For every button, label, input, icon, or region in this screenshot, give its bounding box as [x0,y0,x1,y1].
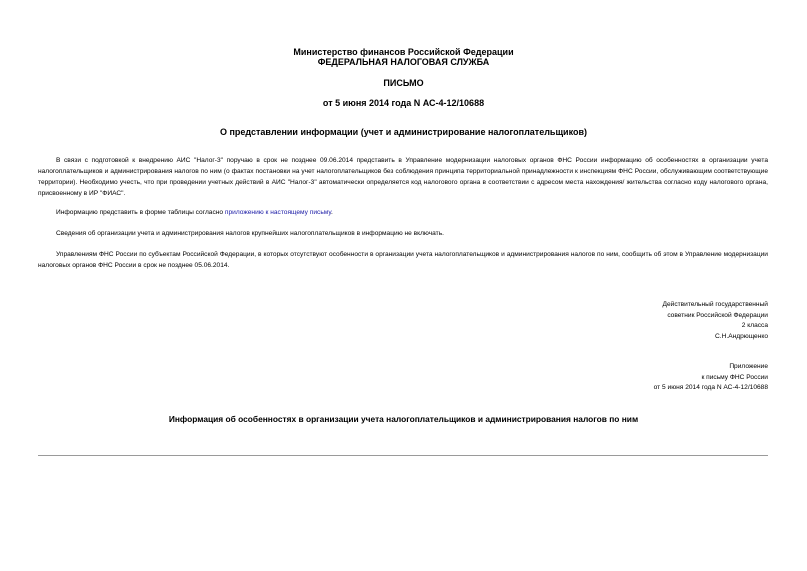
signature-block [663,300,769,342]
paragraph-2 [38,207,768,218]
paragraph-3: Сведения об организации учета и администрирования налогов крупнейших налогоплательщиков в информацию не включать. [56,230,444,237]
signature-line-1: Действительный государственный [662,301,768,308]
doc-date-title: от 5 июня 2014 года N АС-4-12/10688 [322,98,485,108]
subject-title: О представлении информации (учет и администрирование налогоплательщиков) [219,127,587,137]
appendix-title: Информация об особенностях в организации учета налогоплательщиков и администрирования налогов по ним [168,414,639,424]
paragraph-2-text: Информацию представить в форме таблицы согласно [56,209,225,216]
signature-name: С.Н.Андрющенко [715,332,768,340]
doc-type-title: ПИСЬМО [383,78,424,88]
paragraph-4: Управлениям ФНС России по субъектам Российской Федерации, в которых отсутствуют особенности в организации учета налогоплательщиков и администрирования налогов по ним, сообщить об этом в Управление модернизации налоговых органов ФНС России в срок не позднее 05.06.2014. [38,251,768,269]
appendix-block [654,362,768,394]
signature-line-2: советник Российской Федерации [667,311,768,319]
paragraph-2-end: . [331,209,333,216]
service-title: ФЕДЕРАЛЬНАЯ НАЛОГОВАЯ СЛУЖБА [317,57,490,67]
ministry-title: Министерство финансов Российской Федерации [293,47,514,57]
appendix-line-3: от 5 июня 2014 года N АС-4-12/10688 [653,384,768,391]
divider-line [38,455,768,456]
appendix-line-2: к письму ФНС России [701,373,768,381]
appendix-line-1: Приложение [729,363,768,370]
appendix-link[interactable]: приложению к настоящему письму [224,209,332,216]
signature-line-3: 2 класса [741,322,768,329]
paragraph-1: В связи с подготовкой к внедрению АИС "Налог-3" поручаю в срок не позднее 09.06.2014 представить в Управление модернизации налоговых органов ФНС России информацию об особенностях в организации учета налогоплательщиков и администрирования налогов по ним (о фактах постановки на учет налогоплательщиков без соблюдения принципа территориальной принадлежности к инспекциям ФНС России, обслуживающим соответствующие территории). Необходимо учесть, что при проведении учетных действий в АИС "Налог-3" автоматически определяется код налогового органа в соответствии с адресом места нахождения/ жительства согласно коду налогового органа, присвоенному в ИР "ФИАС". [38,157,768,197]
